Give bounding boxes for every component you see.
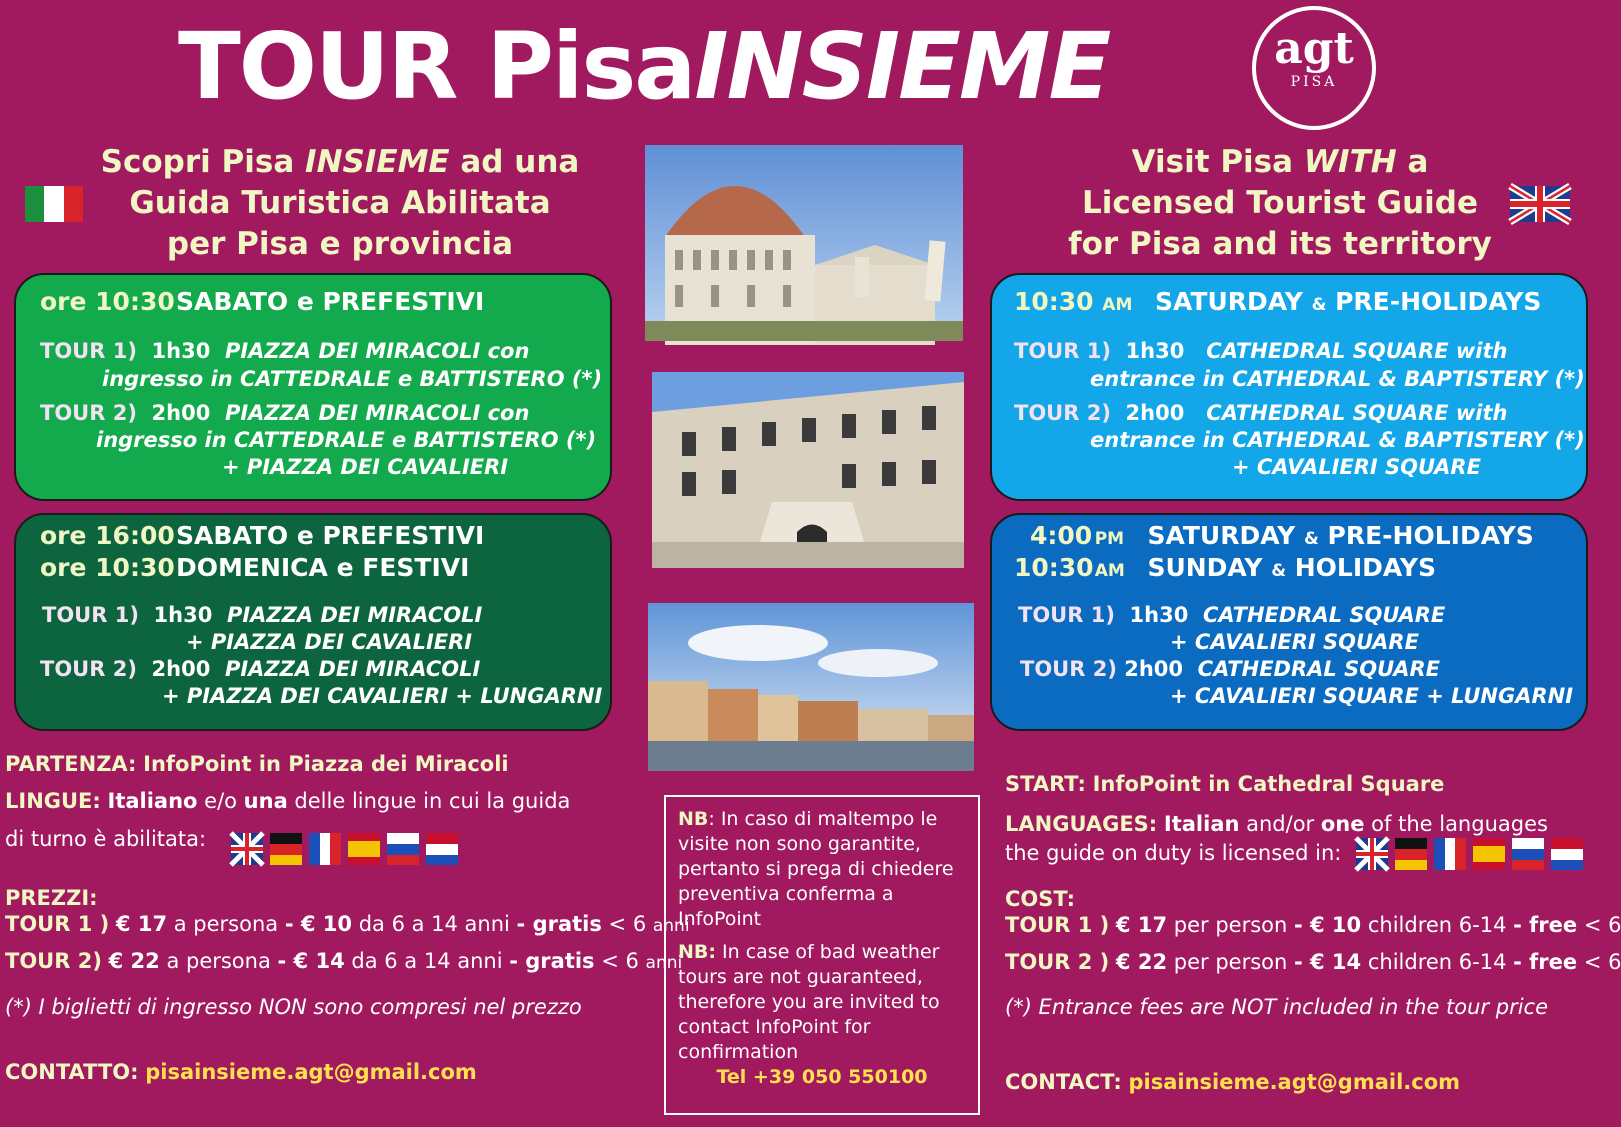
price-tour1-en: TOUR 1 ) € 17 per person - € 10 children 6-14 - free < 6 bbox=[1005, 913, 1621, 937]
french-flag-icon bbox=[309, 833, 341, 865]
price-tour2-it: TOUR 2) € 22 a persona - € 14 da 6 a 14 anni - gratis < 6 anni bbox=[5, 949, 683, 973]
notice-box: NB: In caso di maltempo le visite non sono garantite, pertanto si prega di chiedere preventiva conferma a InfoPoint NB: In case of bad weather tours are not guaranteed, therefore you are invited to contact InfoPoint for confirmation Tel +39 050 550100 bbox=[664, 795, 980, 1115]
prices-label-it: PREZZI: bbox=[5, 886, 98, 910]
english-flag-icon bbox=[1356, 838, 1388, 870]
italian-heading: Scopri Pisa INSIEME ad una Guida Turistica Abilitata per Pisa e provincia bbox=[100, 144, 580, 262]
price-tour1-it: TOUR 1 ) € 17 a persona - € 10 da 6 a 14 anni - gratis < 6 anni bbox=[5, 912, 690, 936]
language-flags-en bbox=[1356, 838, 1583, 870]
lungarni-photo bbox=[648, 603, 974, 771]
spanish-flag-icon bbox=[348, 833, 380, 865]
phone-number[interactable]: Tel +39 050 550100 bbox=[716, 1066, 928, 1088]
page-title: TOUR PisaINSIEME bbox=[178, 13, 1110, 120]
fees-note-en: (*) Entrance fees are NOT included in the tour price bbox=[1005, 995, 1549, 1019]
dutch-flag-icon bbox=[1551, 838, 1583, 870]
schedule-box-it-sunday: ore 16:00SABATO e PREFESTIVI ore 10:30DOMENICA e FESTIVI TOUR 1) 1h30 PIAZZA DEI MIRACOLI + PIAZZA DEI CAVALIERI TOUR 2) 2h00 PIAZZA DEI MIRACOLI + PIAZZA DEI CAVALIERI + LUNGARNI bbox=[14, 513, 612, 731]
russian-flag-icon bbox=[387, 833, 419, 865]
start-it: PARTENZA: InfoPoint in Piazza dei Miracoli bbox=[5, 752, 509, 776]
baptistery-photo bbox=[645, 145, 963, 341]
price-tour2-en: TOUR 2 ) € 22 per person - € 14 children 6-14 - free < 6 bbox=[1005, 950, 1621, 974]
logo-subtext: PISA bbox=[1290, 74, 1338, 90]
schedule-box-en-sunday: 4:00 PM SATURDAY & PRE-HOLIDAYS 10:30 AM SUNDAY & HOLIDAYS TOUR 1) 1h30 CATHEDRAL SQUARE + CAVALIERI SQUARE TOUR 2) 2h00 CATHEDRAL SQUARE + CAVALIERI SQUARE + LUNGARNI bbox=[990, 513, 1588, 731]
german-flag-icon bbox=[270, 833, 302, 865]
contact-email-it[interactable]: pisainsieme.agt@gmail.com bbox=[145, 1060, 477, 1084]
spanish-flag-icon bbox=[1473, 838, 1505, 870]
languages-it: LINGUE: Italiano e/o una delle lingue in cui la guida bbox=[5, 789, 571, 813]
language-flags bbox=[231, 833, 458, 865]
english-heading: Visit Pisa WITH a Licensed Tourist Guide for Pisa and its territory bbox=[1068, 144, 1492, 262]
contact-en: CONTACT: pisainsieme.agt@gmail.com bbox=[1005, 1070, 1461, 1094]
uk-flag-icon bbox=[1510, 186, 1570, 222]
english-flag-icon bbox=[231, 833, 263, 865]
start-en: START: InfoPoint in Cathedral Square bbox=[1005, 772, 1445, 796]
languages-en-line2: the guide on duty is licensed in: bbox=[1005, 838, 1583, 870]
contact-email-en[interactable]: pisainsieme.agt@gmail.com bbox=[1128, 1070, 1461, 1094]
schedule-box-en-saturday: 10:30 AM SATURDAY & PRE-HOLIDAYS TOUR 1) 1h30 CATHEDRAL SQUARE with entrance in CATHEDRAL & BAPTISTERY (*) TOUR 2) 2h00 CATHEDRAL SQUARE with entrance in CATHEDRAL & BAPTISTERY (*) + CAVALIERI SQUARE bbox=[990, 273, 1588, 501]
agt-logo bbox=[1252, 6, 1376, 130]
schedule-box-it-saturday: ore 10:30SABATO e PREFESTIVI TOUR 1) 1h30 PIAZZA DEI MIRACOLI con ingresso in CATTEDRALE e BATTISTERO (*) TOUR 2) 2h00 PIAZZA DEI MIRACOLI con ingresso in CATTEDRALE e BATTISTERO (*) + PIAZZA DEI CAVALIERI bbox=[14, 273, 612, 501]
languages-en: LANGUAGES: Italian and/or one of the languages bbox=[1005, 812, 1548, 836]
dutch-flag-icon bbox=[426, 833, 458, 865]
italy-flag-icon bbox=[25, 186, 83, 222]
fees-note-it: (*) I biglietti di ingresso NON sono compresi nel prezzo bbox=[5, 995, 582, 1019]
german-flag-icon bbox=[1395, 838, 1427, 870]
contact-it: CONTATTO: pisainsieme.agt@gmail.com bbox=[5, 1060, 477, 1084]
logo-text: agt bbox=[1274, 23, 1354, 74]
russian-flag-icon bbox=[1512, 838, 1544, 870]
cost-label-en: COST: bbox=[1005, 887, 1075, 911]
french-flag-icon bbox=[1434, 838, 1466, 870]
languages-it-line2: di turno è abilitata: bbox=[5, 815, 458, 865]
palazzo-carovana-photo bbox=[652, 372, 964, 568]
